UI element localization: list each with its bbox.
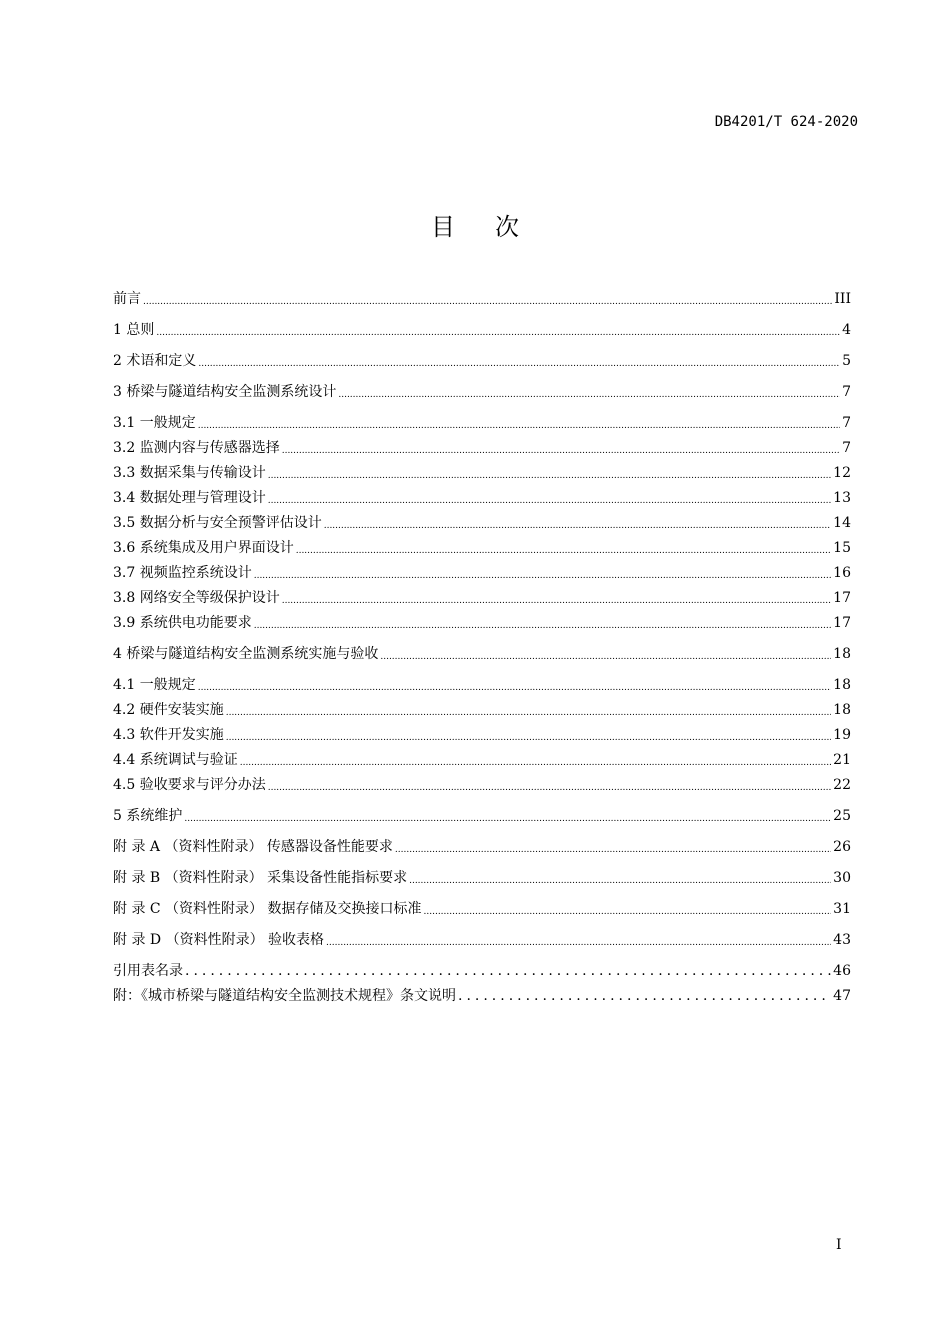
toc-entry[interactable] — [113, 318, 851, 340]
toc-entry-label: 3 桥梁与隧道结构安全监测系统设计 — [113, 384, 337, 400]
toc-entry[interactable] — [113, 698, 851, 720]
leader-dots — [282, 444, 840, 458]
toc-entry[interactable] — [113, 611, 851, 633]
toc-entry-page: 13 — [833, 490, 851, 506]
toc-entry[interactable] — [113, 486, 851, 508]
toc-entry[interactable] — [113, 835, 851, 857]
toc-entry-label: 4.4 系统调试与验证 — [113, 752, 238, 768]
leader-dots — [240, 756, 831, 770]
toc-entry-label: 附 录 D （资料性附录） 验收表格 — [113, 932, 325, 948]
leader-dots — [395, 843, 831, 857]
toc-entry[interactable] — [113, 561, 851, 583]
page-title: 目次 — [431, 213, 559, 241]
toc-entry-label: 附：《城市桥梁与隧道结构安全监测技术规程》条文说明 — [113, 988, 456, 1004]
toc-entry-page: 19 — [833, 727, 851, 743]
toc-entry-page: III — [834, 291, 851, 307]
toc-entry-page: 7 — [842, 440, 851, 456]
leader-dots — [380, 650, 831, 664]
toc-entry-page: 4 — [842, 322, 851, 338]
toc-entry-label: 3.3 数据采集与传输设计 — [113, 465, 266, 481]
toc-entry-label: 引用表名录 — [113, 963, 183, 979]
toc-entry-page: 18 — [833, 702, 851, 718]
toc-entry[interactable] — [113, 461, 851, 483]
toc-entry-label: 附 录 A （资料性附录） 传感器设备性能要求 — [113, 839, 393, 855]
toc-entry[interactable] — [113, 748, 851, 770]
toc-entry-page: 17 — [833, 615, 851, 631]
toc-entry-label: 4 桥梁与隧道结构安全监测系统实施与验收 — [113, 646, 379, 662]
toc-entry-page: 7 — [842, 415, 851, 431]
toc-entry[interactable] — [113, 959, 851, 981]
toc-entry-page: 5 — [842, 353, 851, 369]
toc-entry[interactable] — [113, 511, 851, 533]
leader-dots — [282, 594, 831, 608]
toc-entry-label: 4.5 验收要求与评分办法 — [113, 777, 266, 793]
toc-entry-label: 3.8 网络安全等级保护设计 — [113, 590, 280, 606]
toc-entry[interactable] — [113, 984, 851, 1006]
leader-dots — [143, 295, 832, 309]
toc-entry-page: 12 — [833, 465, 851, 481]
toc-entry[interactable] — [113, 928, 851, 950]
toc-entry-label: 3.7 视频监控系统设计 — [113, 565, 252, 581]
leader-dots — [338, 388, 840, 402]
leader-dots — [185, 961, 831, 981]
toc-entry-label: 3.4 数据处理与管理设计 — [113, 490, 266, 506]
leader-dots — [254, 619, 831, 633]
page-number: I — [836, 1237, 842, 1253]
leader-dots — [156, 326, 840, 340]
leader-dots — [198, 681, 831, 695]
leader-dots — [296, 544, 831, 558]
toc-entry-label: 3.1 一般规定 — [113, 415, 196, 431]
leader-dots — [226, 731, 831, 745]
leader-dots — [254, 569, 831, 583]
toc-entry-page: 47 — [833, 988, 851, 1004]
toc-entry[interactable] — [113, 673, 851, 695]
toc-entry-label: 4.1 一般规定 — [113, 677, 196, 693]
toc-entry-page: 43 — [833, 932, 851, 948]
toc-entry[interactable] — [113, 773, 851, 795]
toc-entry-label: 1 总则 — [113, 322, 155, 338]
toc-entry[interactable] — [113, 866, 851, 888]
toc-entry-label: 5 系统维护 — [113, 808, 183, 824]
toc-entry-page: 46 — [833, 963, 851, 979]
toc-entry-label: 2 术语和定义 — [113, 353, 197, 369]
leader-dots — [184, 812, 831, 826]
toc-entry[interactable] — [113, 723, 851, 745]
toc-entry-label: 附 录 B （资料性附录） 采集设备性能指标要求 — [113, 870, 408, 886]
leader-dots — [409, 874, 831, 888]
toc-entry-page: 14 — [833, 515, 851, 531]
toc-entry-page: 15 — [833, 540, 851, 556]
leader-dots — [198, 419, 840, 433]
toc-entry-page: 18 — [833, 646, 851, 662]
toc-entry[interactable] — [113, 804, 851, 826]
toc-entry[interactable] — [113, 411, 851, 433]
toc-entry-page: 21 — [833, 752, 851, 768]
toc-entry-label: 4.2 硬件安装实施 — [113, 702, 224, 718]
leader-dots — [268, 469, 831, 483]
leader-dots — [458, 986, 831, 1006]
toc-entry-label: 4.3 软件开发实施 — [113, 727, 224, 743]
toc-entry-page: 30 — [833, 870, 851, 886]
toc-entry-page: 26 — [833, 839, 851, 855]
toc-entry[interactable] — [113, 897, 851, 919]
leader-dots — [198, 357, 840, 371]
toc-entry-page: 31 — [833, 901, 851, 917]
toc-entry-label: 3.5 数据分析与安全预警评估设计 — [113, 515, 322, 531]
leader-dots — [326, 936, 831, 950]
toc-entry-page: 22 — [833, 777, 851, 793]
toc-entry-page: 16 — [833, 565, 851, 581]
toc-entry[interactable] — [113, 349, 851, 371]
leader-dots — [268, 494, 831, 508]
leader-dots — [226, 706, 831, 720]
toc-entry[interactable] — [113, 287, 851, 309]
toc-entry-page: 7 — [842, 384, 851, 400]
toc-entry[interactable] — [113, 380, 851, 402]
toc-entry[interactable] — [113, 586, 851, 608]
leader-dots — [324, 519, 831, 533]
toc-entry-label: 前言 — [113, 291, 141, 307]
toc-entry-label: 附 录 C （资料性附录） 数据存储及交换接口标准 — [113, 901, 422, 917]
toc-entry-page: 17 — [833, 590, 851, 606]
document-code: DB4201/T 624-2020 — [714, 114, 858, 130]
leader-dots — [268, 781, 831, 795]
toc-entry-label: 3.9 系统供电功能要求 — [113, 615, 252, 631]
toc-entry[interactable] — [113, 642, 851, 664]
toc-entry-label: 3.2 监测内容与传感器选择 — [113, 440, 280, 456]
leader-dots — [424, 905, 832, 919]
toc-entry-page: 25 — [833, 808, 851, 824]
toc-entry[interactable] — [113, 436, 851, 458]
toc-entry-label: 3.6 系统集成及用户界面设计 — [113, 540, 294, 556]
toc-entry-page: 18 — [833, 677, 851, 693]
toc-entry[interactable] — [113, 536, 851, 558]
